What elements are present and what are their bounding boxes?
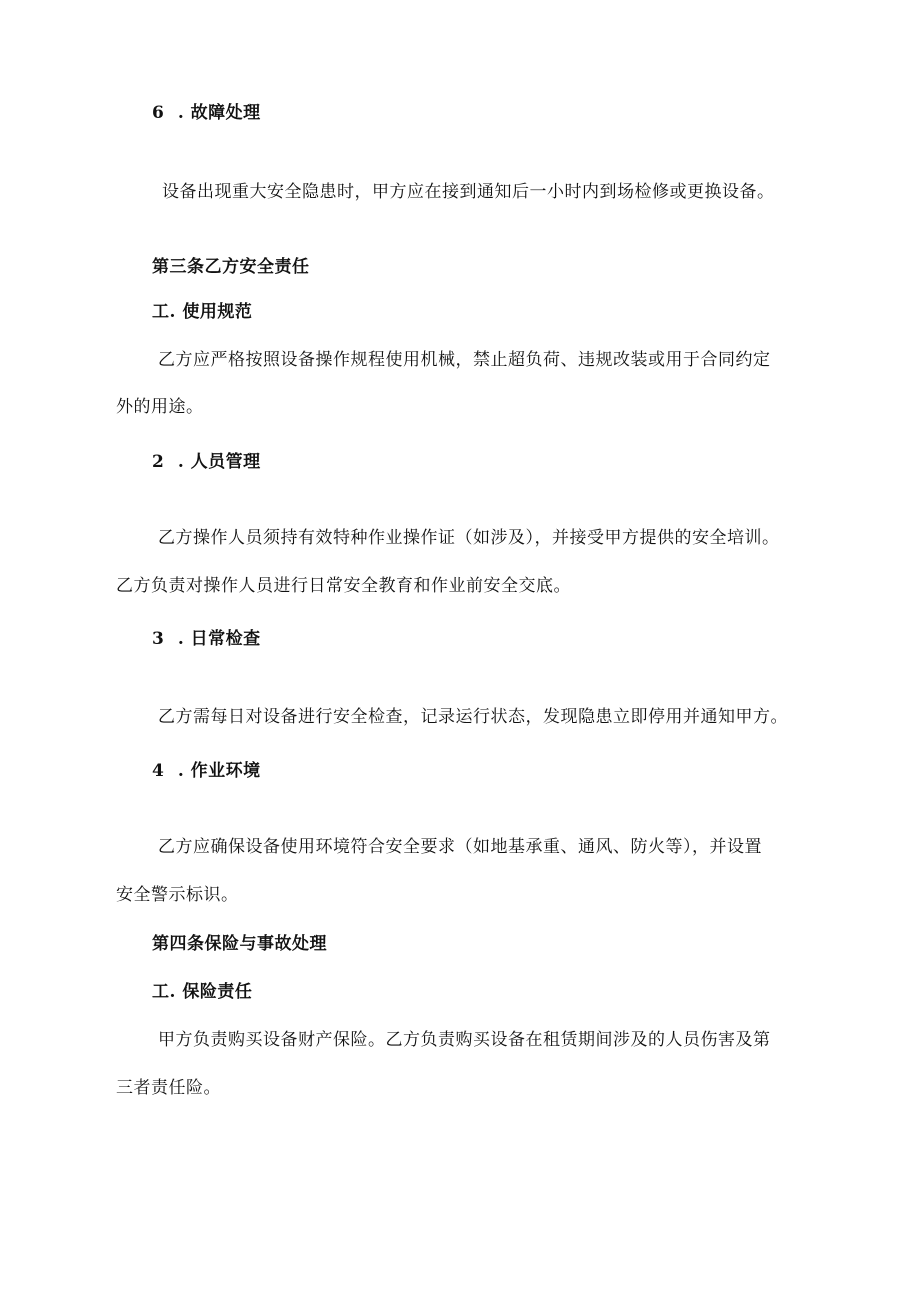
- paragraph-line: 甲方负责购买设备财产保险。乙方负责购买设备在租赁期间涉及的人员伤害及第: [158, 1030, 771, 1050]
- item-heading-inspection: [152, 628, 261, 650]
- item-heading-environment: [152, 760, 261, 782]
- section-number: 3: [152, 629, 164, 649]
- paragraph-line: 乙方应确保设备使用环境符合安全要求（如地基承重、通风、防火等），并设置: [158, 837, 762, 857]
- section-title: . 日常检查: [177, 629, 261, 649]
- section-number: 6: [152, 103, 164, 123]
- section-title: . 作业环境: [177, 761, 261, 781]
- paragraph-line: 三者责任险。: [116, 1078, 221, 1098]
- paragraph-line: 设备出现重大安全隐患时，甲方应在接到通知后一小时内到场检修或更换设备。: [162, 182, 775, 202]
- paragraph-line: 外的用途。: [116, 397, 204, 417]
- paragraph-line: 乙方应严格按照设备操作规程使用机械，禁止超负荷、违规改装或用于合同约定: [158, 350, 771, 370]
- paragraph-line: 乙方需每日对设备进行安全检查，记录运行状态，发现隐患立即停用并通知甲方。: [158, 707, 788, 727]
- article-heading-4: 第四条保险与事故处理: [152, 934, 327, 954]
- item-heading-usage: 工. 使用规范: [152, 302, 253, 322]
- item-heading-personnel: [152, 451, 261, 473]
- section-number: 2: [152, 452, 164, 472]
- article-heading-3: 第三条乙方安全责任: [152, 257, 310, 277]
- section-heading-6: [152, 102, 261, 124]
- section-number: 4: [152, 761, 164, 781]
- section-title: . 故障处理: [177, 103, 261, 123]
- paragraph-line: 乙方操作人员须持有效特种作业操作证（如涉及），并接受甲方提供的安全培训。: [158, 528, 780, 548]
- paragraph-line: 乙方负责对操作人员进行日常安全教育和作业前安全交底。: [116, 576, 571, 596]
- item-heading-insurance: 工. 保险责任: [152, 982, 253, 1002]
- section-title: . 人员管理: [177, 452, 261, 472]
- paragraph-line: 安全警示标识。: [116, 885, 239, 905]
